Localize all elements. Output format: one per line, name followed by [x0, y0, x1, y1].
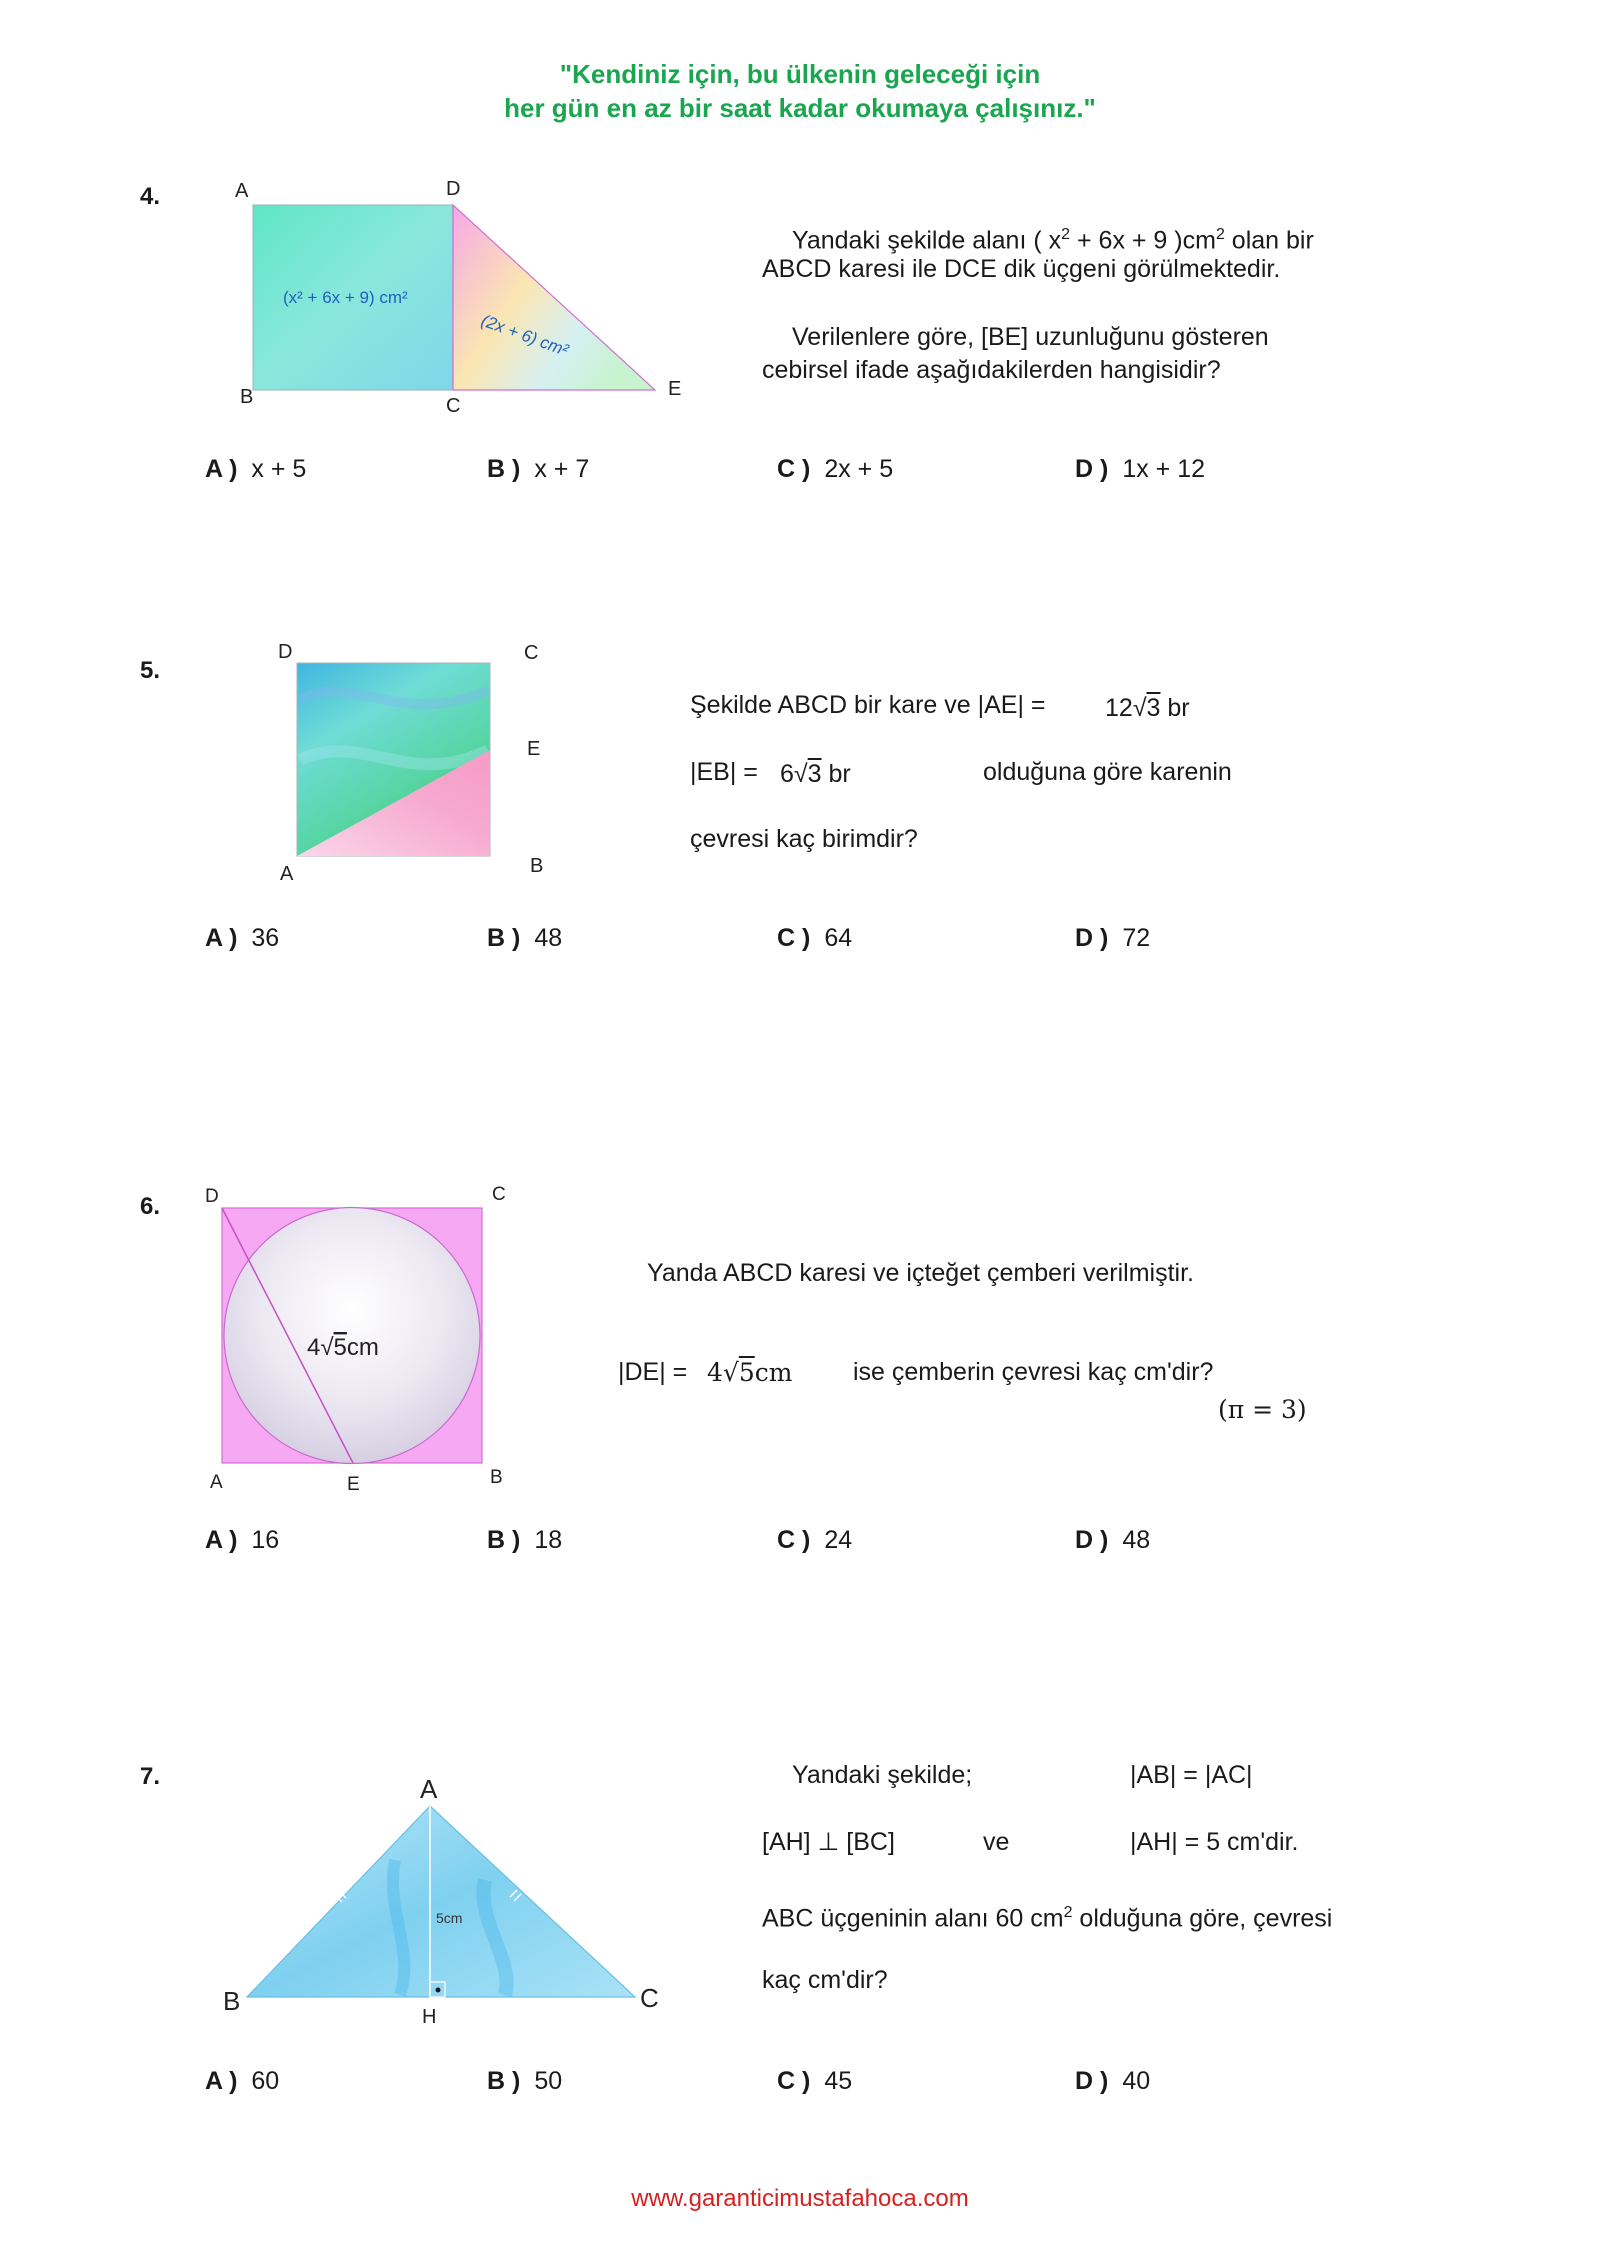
question-5-line-2: |EB| = [690, 758, 758, 786]
label-a: A [235, 180, 249, 202]
triangle-area-label: (2x + 6) cm² [478, 310, 571, 360]
question-5-eb-value: 6√3 br [780, 760, 851, 788]
question-5-option-c[interactable]: C ) 64 [777, 924, 853, 952]
question-6-number: 6. [140, 1193, 161, 1220]
label-c: C [492, 1184, 506, 1205]
question-7-option-b[interactable]: B ) 50 [487, 2067, 563, 2095]
question-7-line-2c: |AH| = 5 cm'dir. [1130, 1828, 1299, 1856]
question-6-line-1: Yanda ABCD karesi ve içteğet çemberi verilmiştir. [647, 1259, 1194, 1287]
question-4-option-c[interactable]: C ) 2x + 5 [777, 455, 894, 483]
chord-length-label: 4√5cm [307, 1334, 379, 1361]
question-4-option-b[interactable]: B ) x + 7 [487, 455, 590, 483]
label-a: A [210, 1472, 223, 1493]
question-6-option-b[interactable]: B ) 18 [487, 1526, 563, 1554]
label-c: C [640, 1983, 659, 2013]
question-5-option-a[interactable]: A ) 36 [205, 924, 280, 952]
question-7-option-d[interactable]: D ) 40 [1075, 2067, 1151, 2095]
question-7-line-2b: ve [983, 1828, 1010, 1856]
label-d: D [205, 1186, 219, 1207]
question-7-figure [215, 1770, 675, 2035]
question-7-line-2: [AH] ⊥ [BC] [762, 1828, 895, 1856]
question-7-line-1: Yandaki şekilde; [792, 1761, 973, 1789]
question-7-option-c[interactable]: C ) 45 [777, 2067, 853, 2095]
question-4-line-4: cebirsel ifade aşağıdakilerden hangisidir? [762, 356, 1221, 384]
square-area-label: (x² + 6x + 9) cm² [283, 288, 408, 307]
label-a: A [420, 1774, 438, 1804]
question-7-line-3: ABC üçgeninin alanı 60 $cm^2$ olduğuna göre, çevresi [762, 1904, 1333, 1933]
question-5-line-2b: olduğuna göre karenin [983, 758, 1232, 786]
footer-website-link[interactable]: www.garanticimustafahoca.com [631, 2185, 969, 2212]
question-4-option-a[interactable]: A ) x + 5 [205, 455, 307, 483]
label-c: C [524, 642, 539, 664]
height-label: 5cm [436, 1910, 463, 1926]
question-4-line-2: ABCD karesi ile DCE dik üçgeni görülmektedir. [762, 255, 1281, 283]
question-6-line-2: |DE| = [618, 1358, 688, 1386]
question-4-line-1: Yandaki şekilde alanı ( $x^2 + 6x + 9$ )$cm^2$ olan bir [792, 226, 1314, 255]
question-6-option-d[interactable]: D ) 48 [1075, 1526, 1151, 1554]
question-6-line-2b: ise çemberin çevresi kaç cm'dir? [853, 1358, 1214, 1386]
question-6-figure [195, 1180, 535, 1495]
label-a: A [280, 863, 294, 885]
question-4-number: 4. [140, 183, 161, 210]
question-4-line-3: Verilenlere göre, [BE] uzunluğunu gösteren [792, 323, 1269, 351]
label-e: E [527, 738, 541, 760]
triangle-dce [453, 205, 655, 390]
triangle-abc [247, 1806, 635, 1997]
question-5-line-1: Şekilde ABCD bir kare ve |AE| = [690, 691, 1046, 719]
question-7-line-4: kaç cm'dir? [762, 1966, 888, 1994]
question-4-figure [230, 175, 700, 425]
question-5-number: 5. [140, 657, 161, 684]
label-b: B [240, 386, 254, 408]
question-5-line-3: çevresi kaç birimdir? [690, 825, 918, 853]
label-h: H [422, 2006, 437, 2028]
label-d: D [446, 178, 461, 200]
header-quote-line-2: her gün en az bir saat kadar okumaya çalışınız." [504, 93, 1096, 123]
label-b: B [223, 1986, 241, 2016]
question-7-option-a[interactable]: A ) 60 [205, 2067, 280, 2095]
question-6-de-value: 4√5cm [707, 1358, 793, 1387]
question-5-figure [270, 640, 560, 885]
question-5-option-d[interactable]: D ) 72 [1075, 924, 1151, 952]
label-b: B [530, 855, 544, 877]
label-e: E [668, 378, 682, 400]
question-4-option-d[interactable]: D ) 1x + 12 [1075, 455, 1206, 483]
question-6-option-a[interactable]: A ) 16 [205, 1526, 280, 1554]
question-5-ae-value: 12√3 br [1105, 694, 1190, 722]
question-7-line-1b: |AB| = |AC| [1130, 1761, 1253, 1789]
header-quote-line-1: "Kendiniz için, bu ülkenin geleceği için [559, 59, 1041, 89]
question-6-option-c[interactable]: C ) 24 [777, 1526, 853, 1554]
question-6-pi-note: (π = 3) [1218, 1395, 1307, 1424]
label-b: B [490, 1467, 503, 1488]
label-d: D [278, 641, 293, 663]
label-e: E [347, 1474, 360, 1495]
question-7-number: 7. [140, 1763, 161, 1790]
label-c: C [446, 395, 461, 417]
question-5-option-b[interactable]: B ) 48 [487, 924, 563, 952]
